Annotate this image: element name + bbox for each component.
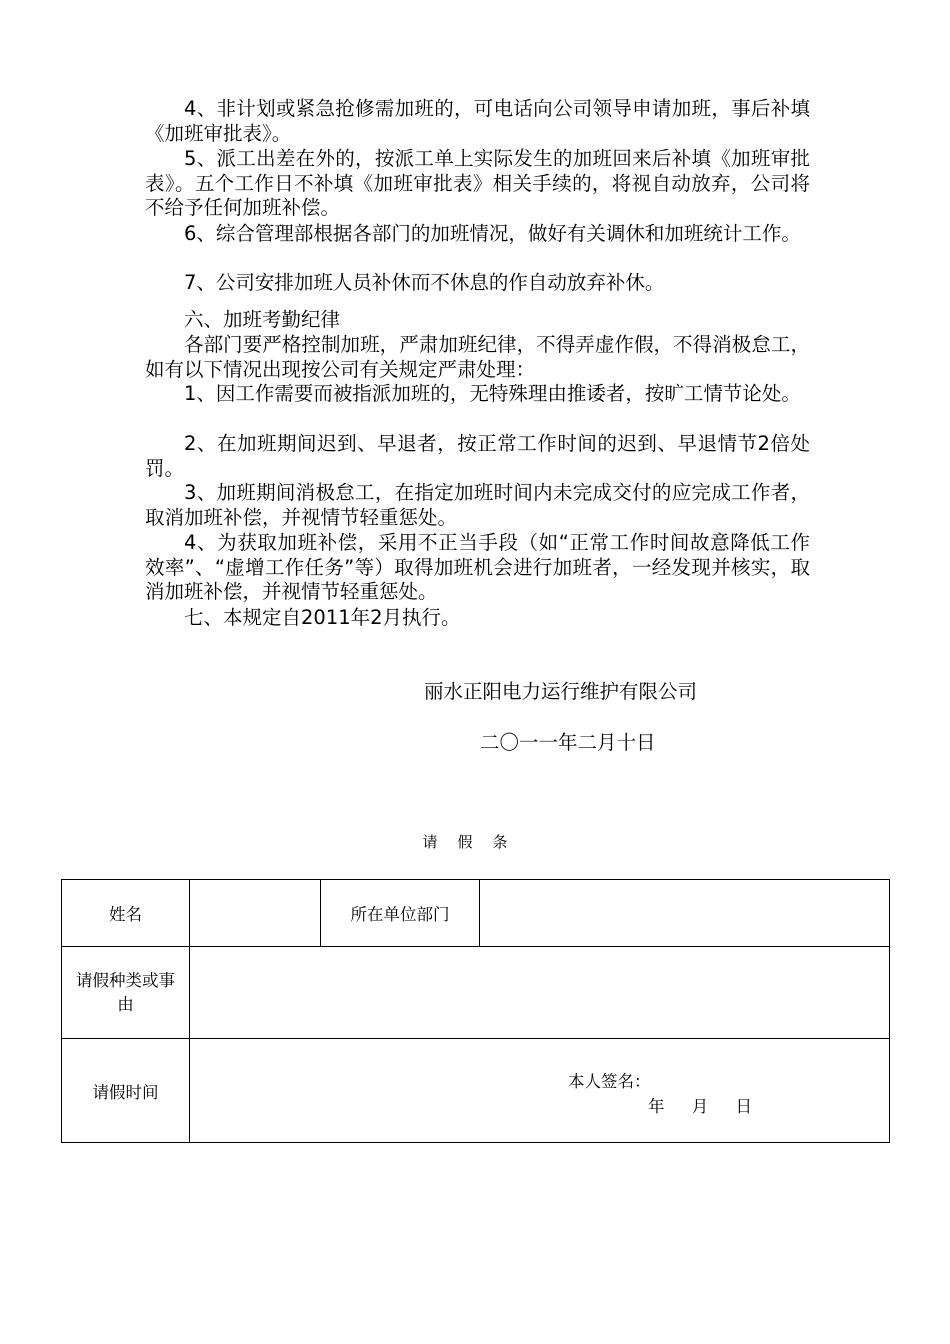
leave-form-title: 请假条 (422, 833, 528, 851)
paragraph-discipline-item-2: 2、在加班期间迟到、早退者，按正常工作时间的迟到、早退情节2倍处罚。 (145, 432, 810, 480)
paragraph-discipline-item-3: 3、加班期间消极怠工，在指定加班时间内未完成交付的应完成工作者，取消加班补偿，并视情节轻重惩处。 (145, 481, 810, 529)
self-signature-label: 本人签名： (568, 1072, 651, 1091)
time-field[interactable] (190, 1039, 890, 1143)
department-field[interactable] (480, 880, 890, 947)
leave-form-row-time (62, 1039, 890, 1143)
paragraph-discipline-item-4: 4、为获取加班补偿，采用不正当手段（如“正常工作时间故意降低工作效率”、“虚增工作任务”等）取得加班机会进行加班者，一经发现并核实，取消加班补偿，并视情节轻重惩处。 (145, 531, 810, 603)
time-label: 请假时间 (62, 1039, 190, 1143)
name-label: 姓名 (62, 880, 190, 947)
reason-field[interactable] (190, 947, 890, 1039)
leave-form-table (61, 879, 890, 1143)
paragraph-overtime-emergency: 4、非计划或紧急抢修需加班的，可电话向公司领导申请加班，事后补填《加班审批表》。 (145, 97, 810, 145)
name-field[interactable] (190, 880, 321, 947)
department-label: 所在单位部门 (321, 880, 480, 947)
leave-form-row-reason (62, 947, 890, 1039)
section-heading-discipline: 六、加班考勤纪律 (184, 308, 341, 331)
leave-form-row-name (62, 880, 890, 947)
signature-date: 二〇一一年二月十日 (480, 731, 656, 754)
paragraph-overtime-statistics: 6、综合管理部根据各部门的加班情况，做好有关调休和加班统计工作。 (184, 222, 801, 245)
paragraph-overtime-business-trip: 5、派工出差在外的，按派工单上实际发生的加班回来后补填《加班审批表》。五个工作日不补填《加班审批表》相关手续的，将视自动放弃，公司将不给予任何加班补偿。 (145, 147, 810, 219)
signature-date-label: 年 月 日 (648, 1097, 752, 1116)
paragraph-discipline-item-1: 1、因工作需要而被指派加班的，无特殊理由推诿者，按旷工情节论处。 (184, 382, 801, 405)
reason-label: 请假种类或事由 (62, 947, 190, 1039)
paragraph-effective-date: 七、本规定自2011年2月执行。 (184, 606, 461, 629)
paragraph-overtime-comp-leave: 7、公司安排加班人员补休而不休息的作自动放弃补休。 (184, 271, 665, 294)
paragraph-discipline-intro: 各部门要严格控制加班，严肃加班纪律，不得弄虚作假，不得消极怠工，如有以下情况出现按公司有关规定严肃处理： (145, 333, 810, 381)
signature-company: 丽水正阳电力运行维护有限公司 (424, 680, 698, 703)
